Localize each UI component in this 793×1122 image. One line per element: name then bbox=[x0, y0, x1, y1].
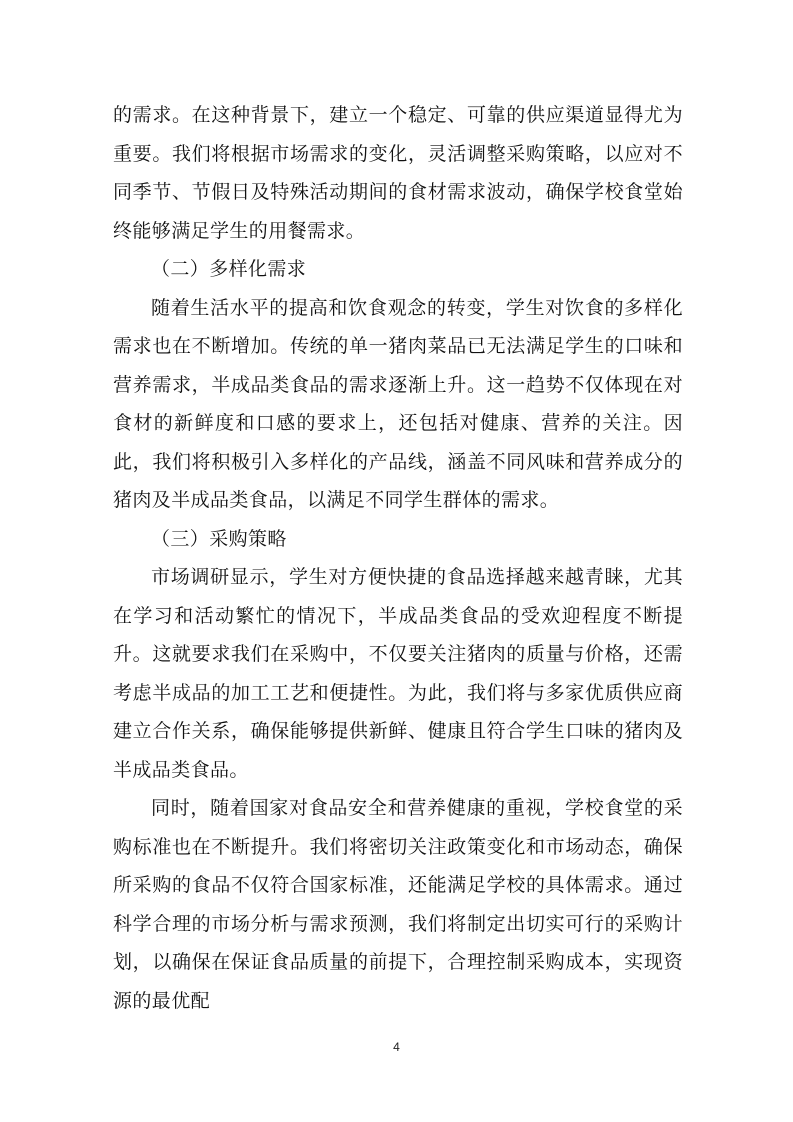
paragraph-food-safety-standards: 同时，随着国家对食品安全和营养健康的重视，学校食堂的采购标准也在不断提升。我们将密切关注政策变化和市场动态，确保所采购的食品不仅符合国家标准，还能满足学校的具体需求。通过科学合理的市场分析与需求预测，我们将制定出切实可行的采购计划，以确保在保证食品质量的前提下，合理控制采购成本，实现资源的最优配 bbox=[113, 797, 683, 1012]
document-body bbox=[113, 96, 683, 1020]
paragraph-continuation: 的需求。在这种背景下，建立一个稳定、可靠的供应渠道显得尤为重要。我们将根据市场需求的变化，灵活调整采购策略，以应对不同季节、节假日及特殊活动期间的食材需求波动，确保学校食堂始终能够满足学生的用餐需求。 bbox=[113, 104, 683, 242]
section-heading-diversified-demand: （二）多样化需求 bbox=[151, 258, 307, 280]
section-heading-procurement-strategy: （三）采购策略 bbox=[151, 527, 287, 550]
paragraph-diversified-demand: 随着生活水平的提高和饮食观念的转变，学生对饮食的多样化需求也在不断增加。传统的单一猪肉菜品已无法满足学生的口味和营养需求，半成品类食品的需求逐渐上升。这一趋势不仅体现在对食材的新鲜度和口感的要求上，还包括对健康、营养的关注。因此，我们将积极引入多样化的产品线，涵盖不同风味和营养成分的猪肉及半成品类食品，以满足不同学生群体的需求。 bbox=[113, 296, 683, 511]
paragraph-market-research: 市场调研显示，学生对方便快捷的食品选择越来越青睐，尤其在学习和活动繁忙的情况下，半成品类食品的受欢迎程度不断提升。这就要求我们在采购中，不仅要关注猪肉的质量与价格，还需考虑半成品的加工工艺和便捷性。为此，我们将与多家优质供应商建立合作关系，确保能够提供新鲜、健康且符合学生口味的猪肉及半成品类食品。 bbox=[113, 566, 683, 781]
page-number: 4 bbox=[393, 1040, 400, 1054]
